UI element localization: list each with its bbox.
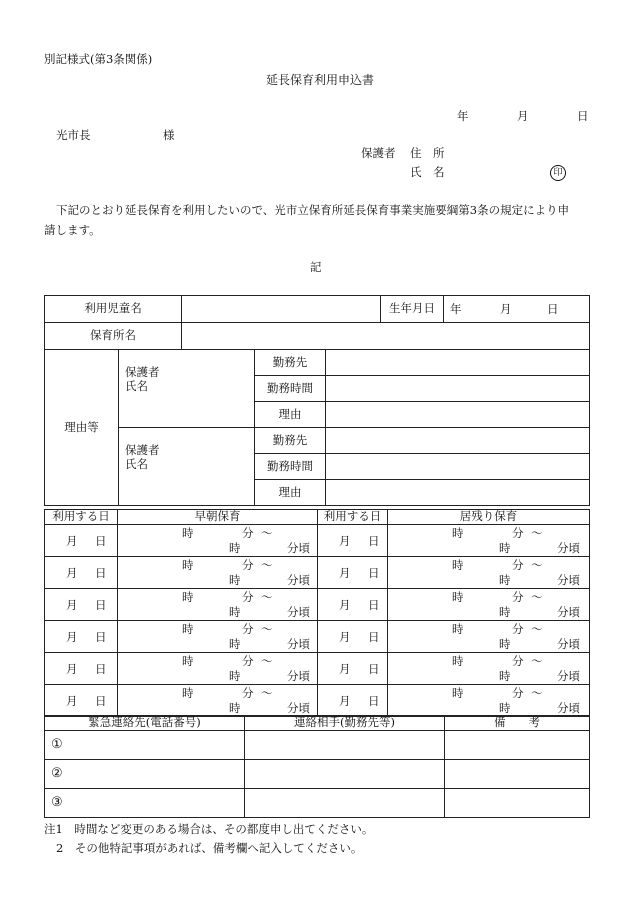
late-time-cell[interactable] — [388, 588, 590, 620]
remarks-2[interactable] — [445, 759, 590, 788]
hour-label-2: 時 — [499, 604, 511, 619]
usage-row — [45, 556, 590, 588]
minute-label: 分 — [242, 621, 254, 636]
remarks-1[interactable] — [445, 730, 590, 759]
tilde-label: ～ — [531, 621, 543, 636]
tilde-label: ～ — [261, 621, 273, 636]
early-time-cell[interactable] — [118, 588, 318, 620]
tilde-label: ～ — [261, 525, 273, 540]
emergency-contact-3[interactable]: ③ — [45, 788, 245, 817]
tilde-label: ～ — [261, 557, 273, 572]
note-2: 2 その他特記事項があれば、備考欄へ記入してください。 — [56, 841, 363, 855]
contact-partner-2[interactable] — [245, 759, 445, 788]
hour-label: 時 — [182, 685, 194, 700]
hour-label-2: 時 — [229, 540, 241, 555]
hour-label-2: 時 — [229, 636, 241, 651]
guardian1-workplace-label: 勤務先 — [255, 350, 326, 376]
day-label: 日 — [95, 661, 107, 676]
early-time-cell[interactable] — [118, 620, 318, 652]
contact-partner-1[interactable] — [245, 730, 445, 759]
guardian2-reason-label: 理由 — [255, 480, 326, 506]
hour-label: 時 — [452, 589, 464, 604]
month-label: 月 — [66, 533, 78, 548]
late-date-cell[interactable] — [318, 652, 388, 684]
usage-row — [45, 684, 590, 716]
early-date-cell[interactable] — [45, 588, 118, 620]
day-label: 日 — [95, 597, 107, 612]
early-date-cell[interactable] — [45, 524, 118, 556]
month-label: 月 — [339, 629, 351, 644]
birth-date-label: 生年月日 — [381, 296, 444, 323]
child-name-field[interactable] — [182, 296, 381, 323]
body-text-line2: 請します。 — [44, 223, 101, 237]
remarks-3[interactable] — [445, 788, 590, 817]
minute-label: 分 — [512, 621, 524, 636]
emergency-contact-header: 緊急連絡先(電話番号) — [45, 716, 245, 731]
birth-day: 日 — [547, 302, 559, 316]
month-label: 月 — [339, 661, 351, 676]
minute-label: 分 — [512, 589, 524, 604]
tilde-label: ～ — [261, 685, 273, 700]
birth-date-field[interactable] — [444, 296, 590, 323]
guardian1-reason-label: 理由 — [255, 402, 326, 428]
late-time-cell[interactable] — [388, 620, 590, 652]
early-care-header: 早朝保育 — [118, 510, 318, 525]
hour-label-2: 時 — [229, 668, 241, 683]
late-time-cell[interactable] — [388, 684, 590, 716]
minute-approx-label: 分頃 — [557, 636, 580, 651]
hour-label-2: 時 — [229, 572, 241, 587]
month-label: 月 — [66, 661, 78, 676]
addressee-sama: 様 — [163, 128, 175, 142]
early-date-cell[interactable] — [45, 684, 118, 716]
emergency-contact-1[interactable]: ① — [45, 730, 245, 759]
guardian1-label — [119, 350, 255, 428]
guardian2-hours-field[interactable] — [326, 454, 590, 480]
early-date-cell[interactable] — [45, 652, 118, 684]
hour-label-2: 時 — [499, 572, 511, 587]
date-month: 月 — [517, 109, 529, 123]
minute-approx-label: 分頃 — [557, 604, 580, 619]
day-label: 日 — [95, 629, 107, 644]
early-date-cell[interactable] — [45, 620, 118, 652]
guardian1-reason-field[interactable] — [326, 402, 590, 428]
day-label: 日 — [368, 629, 380, 644]
hour-label: 時 — [452, 621, 464, 636]
early-time-cell[interactable] — [118, 652, 318, 684]
minute-label: 分 — [512, 653, 524, 668]
hour-label: 時 — [182, 525, 194, 540]
late-date-cell[interactable] — [318, 684, 388, 716]
late-time-cell[interactable] — [388, 524, 590, 556]
hour-label-2: 時 — [499, 636, 511, 651]
early-time-cell[interactable] — [118, 684, 318, 716]
month-label: 月 — [339, 533, 351, 548]
day-label: 日 — [368, 565, 380, 580]
seal-icon: 印 — [550, 165, 566, 181]
document-title: 延長保育利用申込書 — [266, 73, 375, 87]
guardian2-hours-label: 勤務時間 — [255, 454, 326, 480]
minute-approx-label: 分頃 — [557, 668, 580, 683]
hour-label-2: 時 — [499, 668, 511, 683]
applicant-label: 保護者 — [361, 146, 396, 160]
late-time-cell[interactable] — [388, 652, 590, 684]
hour-label: 時 — [182, 557, 194, 572]
minute-approx-label: 分頃 — [557, 700, 580, 715]
birth-year: 年 — [450, 302, 462, 316]
early-date-cell[interactable] — [45, 556, 118, 588]
addressee-name: 光市長 — [56, 128, 91, 142]
minute-label: 分 — [242, 685, 254, 700]
contact-partner-header: 連絡相手(勤務先等) — [245, 716, 445, 731]
minute-approx-label: 分頃 — [287, 668, 310, 683]
month-label: 月 — [66, 565, 78, 580]
late-date-cell[interactable] — [318, 524, 388, 556]
birth-month: 月 — [500, 302, 512, 316]
hour-label: 時 — [182, 589, 194, 604]
usage-row — [45, 524, 590, 556]
minute-approx-label: 分頃 — [287, 604, 310, 619]
day-label: 日 — [95, 533, 107, 548]
nursery-field[interactable] — [182, 323, 590, 350]
month-label: 月 — [339, 597, 351, 612]
guardian2-label-line2: 氏名 — [125, 456, 148, 471]
guardian1-hours-field[interactable] — [326, 376, 590, 402]
late-care-header: 居残り保育 — [388, 510, 590, 525]
hour-label: 時 — [452, 525, 464, 540]
hour-label-2: 時 — [499, 540, 511, 555]
day-label: 日 — [368, 597, 380, 612]
month-label: 月 — [66, 629, 78, 644]
minute-approx-label: 分頃 — [287, 700, 310, 715]
minute-approx-label: 分頃 — [287, 636, 310, 651]
guardian1-label-line2: 氏名 — [125, 378, 148, 393]
tilde-label: ～ — [531, 653, 543, 668]
hour-label: 時 — [452, 557, 464, 572]
late-date-cell[interactable] — [318, 588, 388, 620]
contacts-table — [44, 715, 590, 818]
hour-label: 時 — [452, 653, 464, 668]
hour-label: 時 — [182, 621, 194, 636]
ki-label: 記 — [310, 260, 322, 274]
guardian2-label — [119, 428, 255, 506]
remarks-header: 備 考 — [445, 716, 590, 731]
applicant-address-label: 住 所 — [410, 146, 445, 160]
late-date-cell[interactable] — [318, 556, 388, 588]
tilde-label: ～ — [531, 589, 543, 604]
minute-approx-label: 分頃 — [557, 540, 580, 555]
hour-label: 時 — [182, 653, 194, 668]
date-day: 日 — [577, 109, 589, 123]
contact-partner-3[interactable] — [245, 788, 445, 817]
day-label: 日 — [95, 565, 107, 580]
minute-approx-label: 分頃 — [557, 572, 580, 587]
hour-label-2: 時 — [499, 700, 511, 715]
emergency-contact-2[interactable]: ② — [45, 759, 245, 788]
guardian2-reason-field[interactable] — [326, 480, 590, 506]
day-label: 日 — [95, 693, 107, 708]
minute-approx-label: 分頃 — [287, 540, 310, 555]
hour-label: 時 — [452, 685, 464, 700]
day-label: 日 — [368, 661, 380, 676]
usage-row — [45, 652, 590, 684]
guardian1-workplace-field[interactable] — [326, 350, 590, 376]
reason-group-label: 理由等 — [45, 350, 119, 506]
minute-label: 分 — [242, 557, 254, 572]
tilde-label: ～ — [531, 525, 543, 540]
guardian2-workplace-label: 勤務先 — [255, 428, 326, 454]
month-label: 月 — [339, 565, 351, 580]
guardian1-label-line1: 保護者 — [125, 365, 160, 379]
seal-mark — [550, 165, 566, 181]
guardian2-label-line1: 保護者 — [125, 443, 160, 457]
usage-table — [44, 509, 590, 717]
month-label: 月 — [66, 597, 78, 612]
note-1: 注1 時間など変更のある場合は、その都度申し出てください。 — [44, 822, 374, 836]
application-table — [44, 295, 590, 506]
minute-label: 分 — [242, 589, 254, 604]
guardian2-workplace-field[interactable] — [326, 428, 590, 454]
use-day-header: 利用する日 — [45, 510, 118, 525]
minute-label: 分 — [512, 557, 524, 572]
form-note: 別記様式(第3条関係) — [44, 52, 153, 66]
minute-label: 分 — [242, 525, 254, 540]
minute-label: 分 — [512, 685, 524, 700]
month-label: 月 — [66, 693, 78, 708]
guardian1-hours-label: 勤務時間 — [255, 376, 326, 402]
day-label: 日 — [368, 533, 380, 548]
tilde-label: ～ — [261, 589, 273, 604]
usage-row — [45, 620, 590, 652]
late-date-cell[interactable] — [318, 620, 388, 652]
minute-label: 分 — [512, 525, 524, 540]
hour-label-2: 時 — [229, 700, 241, 715]
tilde-label: ～ — [531, 685, 543, 700]
late-time-cell[interactable] — [388, 556, 590, 588]
hour-label-2: 時 — [229, 604, 241, 619]
tilde-label: ～ — [261, 653, 273, 668]
date-year: 年 — [457, 109, 469, 123]
applicant-name-label: 氏 名 — [410, 165, 445, 179]
month-label: 月 — [339, 693, 351, 708]
nursery-label: 保育所名 — [45, 323, 182, 350]
child-name-label: 利用児童名 — [45, 296, 182, 323]
minute-label: 分 — [242, 653, 254, 668]
use-day-header-2: 利用する日 — [318, 510, 388, 525]
usage-row — [45, 588, 590, 620]
day-label: 日 — [368, 693, 380, 708]
tilde-label: ～ — [531, 557, 543, 572]
early-time-cell[interactable] — [118, 524, 318, 556]
minute-approx-label: 分頃 — [287, 572, 310, 587]
early-time-cell[interactable] — [118, 556, 318, 588]
body-text-line1: 下記のとおり延長保育を利用したいので、光市立保育所延長保育事業実施要綱第3条の規定により申 — [56, 203, 570, 217]
